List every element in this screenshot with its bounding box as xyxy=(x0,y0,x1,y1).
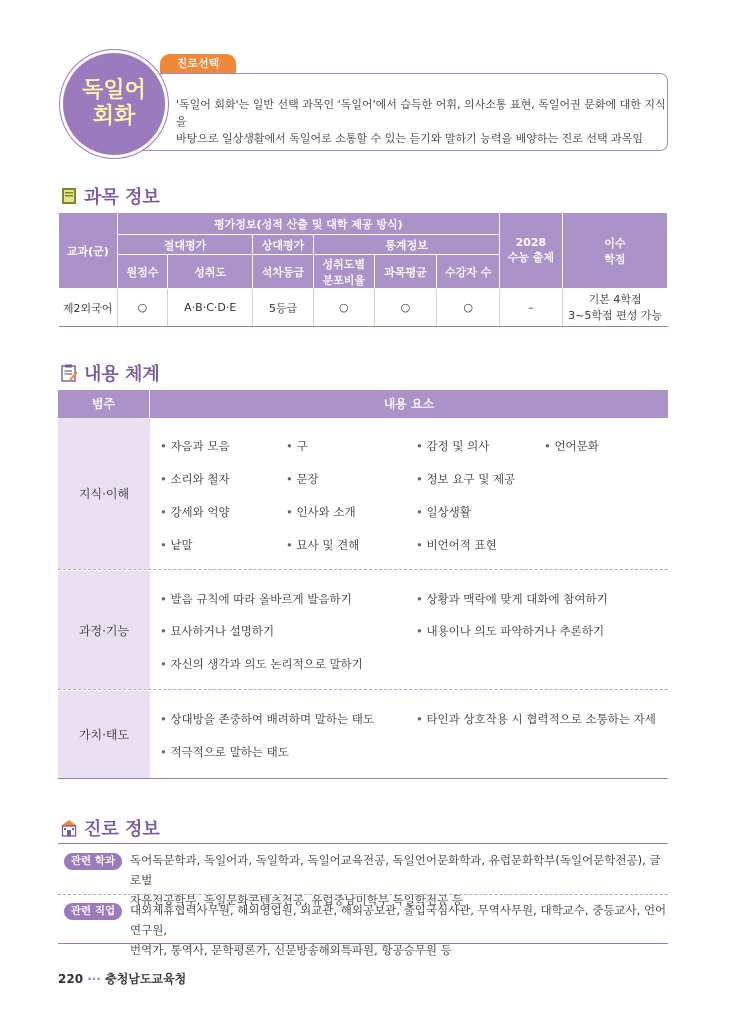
publisher-name: 충청남도교육청 xyxy=(105,972,187,986)
related-dept-badge: 관련 학과 xyxy=(64,853,122,870)
cell-avg: ○ xyxy=(374,289,437,327)
list-item: • 타인과 상호작용 시 협력적으로 소통하는 자세 xyxy=(416,711,656,727)
cell-credit-line2: 3~5학점 편성 가능 xyxy=(568,308,663,322)
th-credit xyxy=(562,213,667,289)
row-knowledge xyxy=(58,418,668,570)
th-avg: 과목평균 xyxy=(374,255,437,289)
content-system-heading xyxy=(60,360,160,386)
list-item: • 자신의 생각과 의도 논리적으로 말하기 xyxy=(160,656,363,672)
list-item: • 낱말 xyxy=(160,537,193,553)
list-item: • 자음과 모음 xyxy=(160,438,230,454)
th-rank-grade: 석차등급 xyxy=(253,255,314,289)
th-exam-2028 xyxy=(500,213,563,289)
list-item: • 감정 및 의사 xyxy=(416,438,489,454)
page-footer xyxy=(58,970,186,987)
category-knowledge: 지식·이해 xyxy=(58,418,150,569)
th-credit-line2: 학점 xyxy=(604,252,626,266)
course-title-line-1: 독일어 xyxy=(82,78,146,103)
related-job-line-1: 대외제휴협력사무원, 해외영업원, 외교관, 해외공보관, 출입국심사관, 무역사무원, 대학교수, 중등교사, 언어연구원, xyxy=(130,903,667,937)
cell-rank-grade: 5등급 xyxy=(253,289,314,327)
row-process xyxy=(58,571,668,690)
list-item: • 문장 xyxy=(286,471,319,487)
related-job-text xyxy=(130,900,668,960)
course-info-heading xyxy=(60,183,160,209)
values-items xyxy=(150,691,668,778)
process-items xyxy=(150,571,668,689)
th-achievement: 성취도 xyxy=(168,255,253,289)
th-stats: 통계정보 xyxy=(313,235,499,255)
list-item: • 비언어적 표현 xyxy=(416,537,497,553)
list-item: • 상황과 맥락에 맞게 대화에 참여하기 xyxy=(416,591,608,607)
clipboard-icon xyxy=(60,364,78,382)
list-item: • 묘사 및 견해 xyxy=(286,537,359,553)
cell-exam-2028: – xyxy=(500,289,563,327)
col-elements: 내용 요소 xyxy=(383,397,435,411)
table-row xyxy=(59,289,668,327)
school-icon xyxy=(60,819,78,837)
course-description xyxy=(176,96,666,147)
course-info-table xyxy=(58,212,668,327)
course-info-title: 과목 정보 xyxy=(84,187,160,208)
th-subject-group: 교과(군) xyxy=(59,213,118,289)
course-title xyxy=(60,78,168,130)
th-exam-2028-line1: 2028 xyxy=(515,236,547,249)
list-item: • 인사와 소개 xyxy=(286,504,356,520)
list-item: • 묘사하거나 설명하기 xyxy=(160,623,274,639)
th-eval-info: 평가정보(성적 산출 및 대학 제공 방식) xyxy=(117,213,499,235)
list-item: • 언어문화 xyxy=(544,438,599,454)
cell-subject-group: 제2외국어 xyxy=(59,289,118,327)
list-item: • 내용이나 의도 파악하거나 추론하기 xyxy=(416,623,604,639)
th-ratio-line1: 성취도별 xyxy=(322,257,365,271)
th-ratio xyxy=(313,255,374,289)
th-relative: 상대평가 xyxy=(253,235,314,255)
cell-count: ○ xyxy=(437,289,500,327)
cell-raw-score: ○ xyxy=(117,289,168,327)
page-number: 220 xyxy=(58,972,84,986)
list-item: • 소리와 철자 xyxy=(160,471,230,487)
list-item: • 발음 규칙에 따라 올바르게 발음하기 xyxy=(160,591,352,607)
row-values xyxy=(58,691,668,779)
knowledge-items xyxy=(150,418,668,569)
th-exam-2028-line2: 수능 출제 xyxy=(507,251,555,264)
description-line-1: '독일어 회화'는 일반 선택 과목인 '독일어'에서 습득한 어휘, 의사소통 표현, 독일어권 문화에 대한 지식을 xyxy=(176,98,666,128)
related-job-badge: 관련 직업 xyxy=(64,903,122,920)
list-item: • 일상생활 xyxy=(416,504,471,520)
list-item: • 구 xyxy=(286,438,308,454)
career-top-border xyxy=(58,843,668,844)
list-item: • 적극적으로 말하는 태도 xyxy=(160,744,289,760)
content-system-title: 내용 체계 xyxy=(84,364,160,385)
th-absolute: 절대평가 xyxy=(117,235,253,255)
col-category: 범주 xyxy=(58,390,150,418)
related-dept-line-2: 자유전공학부, 독일문화콘텐츠전공, 유럽중남미학부 독일학전공 등 xyxy=(130,893,463,907)
th-raw-score: 원점수 xyxy=(117,255,168,289)
cell-credit xyxy=(562,289,667,327)
th-credit-line1: 이수 xyxy=(604,236,626,250)
career-info-title: 진로 정보 xyxy=(84,819,160,840)
list-item: • 강세와 억양 xyxy=(160,504,230,520)
category-process: 과정·기능 xyxy=(58,571,150,689)
th-ratio-line2: 분포비율 xyxy=(322,273,365,287)
content-table-header xyxy=(58,390,668,418)
th-count: 수강자 수 xyxy=(437,255,500,289)
list-item: • 정보 요구 및 제공 xyxy=(416,471,515,487)
course-title-line-2: 회화 xyxy=(92,104,136,129)
cell-achievement: A·B·C·D·E xyxy=(168,289,253,327)
cell-ratio: ○ xyxy=(313,289,374,327)
book-icon xyxy=(60,187,78,205)
list-item: • 상대방을 존중하여 배려하며 말하는 태도 xyxy=(160,711,374,727)
career-bottom-border xyxy=(58,943,668,944)
related-dept-line-1: 독어독문학과, 독일어과, 독일학과, 독일어교육전공, 독일언어문화학과, 유럽문화학부(독일어문학전공), 글로벌 xyxy=(130,853,661,887)
category-values: 가치·태도 xyxy=(58,691,150,778)
career-info-heading xyxy=(60,815,160,841)
cell-credit-line1: 기본 4학점 xyxy=(588,292,642,306)
elective-tab: 진로선택 xyxy=(160,54,236,74)
career-divider xyxy=(58,894,668,895)
footer-dots: ··· xyxy=(87,972,101,986)
description-line-2: 바탕으로 일상생활에서 독일어로 소통할 수 있는 듣기와 말하기 능력을 배양하는 진로 선택 과목임 xyxy=(176,132,643,145)
related-job-line-2: 번역가, 통역사, 문학평론가, 신문방송해외특파원, 항공승무원 등 xyxy=(130,943,452,957)
